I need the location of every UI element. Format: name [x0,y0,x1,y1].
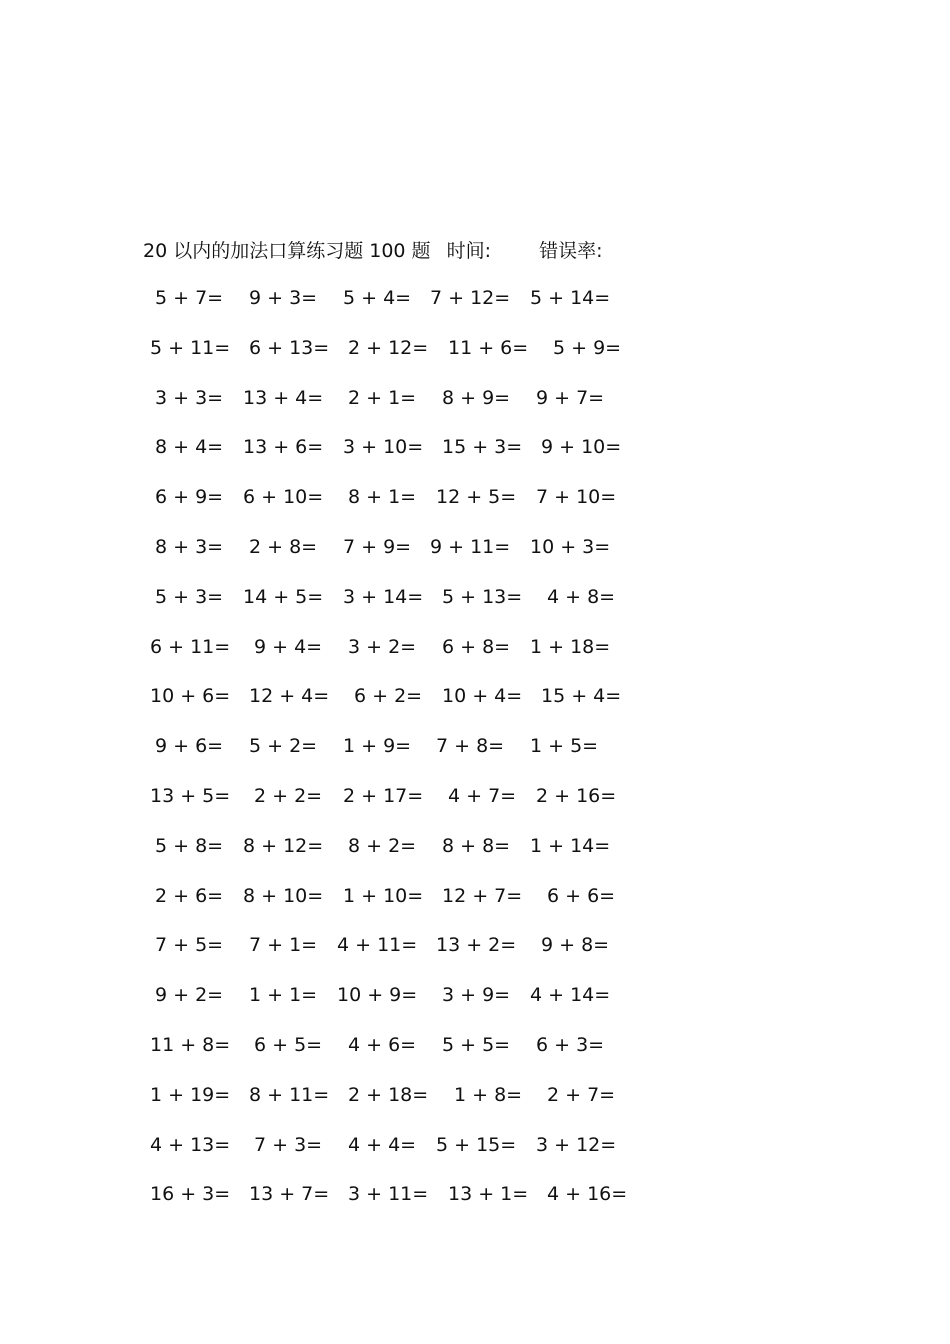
addition-problem: 5 + 5= [442,1033,511,1056]
addition-problem: 5 + 11= [150,336,231,359]
addition-problem: 4 + 8= [547,585,616,608]
addition-problem: 8 + 8= [442,834,511,857]
addition-problem: 9 + 8= [541,934,610,957]
addition-problem: 4 + 7= [448,784,517,807]
addition-problem: 6 + 8= [442,635,511,658]
addition-problem: 7 + 12= [430,287,511,309]
addition-problem: 5 + 7= [155,287,224,309]
addition-problem: 16 + 3= [150,1183,231,1206]
addition-problem: 4 + 16= [547,1183,628,1206]
addition-problem: 8 + 1= [348,486,417,509]
problem-row [0,980,950,1030]
problem-row [0,432,950,482]
problem-row [0,881,950,931]
addition-problem: 2 + 1= [348,386,417,409]
addition-problem: 9 + 11= [430,535,511,558]
addition-problem: 2 + 17= [343,784,424,807]
addition-problem: 5 + 15= [436,1133,517,1156]
addition-problem: 1 + 9= [343,735,412,758]
addition-problem: 2 + 18= [348,1083,429,1106]
worksheet-header [143,236,602,266]
addition-problem: 5 + 9= [553,336,622,359]
problem-row [0,1030,950,1080]
addition-problem: 7 + 1= [249,934,318,957]
addition-problem: 12 + 5= [436,486,517,509]
addition-problem: 6 + 6= [547,884,616,907]
addition-problem: 1 + 5= [530,735,599,758]
addition-problem: 5 + 13= [442,585,523,608]
problem-row [0,283,950,333]
addition-problem: 6 + 2= [354,685,423,708]
addition-problem: 6 + 10= [243,486,324,509]
addition-problem: 2 + 8= [249,535,318,558]
addition-problem: 9 + 10= [541,436,622,459]
problem-row [0,333,950,383]
addition-problem: 9 + 6= [155,735,224,758]
addition-problem: 6 + 9= [155,486,224,509]
addition-problem: 12 + 4= [249,685,330,708]
addition-problem: 1 + 19= [150,1083,231,1106]
problem-row [0,1179,950,1229]
addition-problem: 8 + 11= [249,1083,330,1106]
addition-problem: 5 + 3= [155,585,224,608]
addition-problem: 7 + 10= [536,486,617,509]
addition-problem: 1 + 10= [343,884,424,907]
addition-problem: 8 + 3= [155,535,224,558]
addition-problem: 6 + 5= [254,1033,323,1056]
addition-problem: 11 + 8= [150,1033,231,1056]
addition-problem: 9 + 4= [254,635,323,658]
addition-problem: 6 + 13= [249,336,330,359]
addition-problem: 3 + 9= [442,984,511,1007]
addition-problem: 5 + 14= [530,287,611,309]
addition-problem: 12 + 7= [442,884,523,907]
addition-problem: 3 + 3= [155,386,224,409]
problem-row [0,1130,950,1180]
addition-problem: 3 + 2= [348,635,417,658]
addition-problem: 8 + 9= [442,386,511,409]
addition-problem: 8 + 2= [348,834,417,857]
addition-problem: 4 + 6= [348,1033,417,1056]
addition-problem: 6 + 11= [150,635,231,658]
addition-problem: 15 + 3= [442,436,523,459]
problem-row [0,1080,950,1130]
addition-problem: 2 + 6= [155,884,224,907]
addition-problem: 8 + 12= [243,834,324,857]
time-label: 时间: [446,240,492,262]
problem-row [0,781,950,831]
addition-problem: 1 + 8= [454,1083,523,1106]
problem-row [0,482,950,532]
addition-problem: 10 + 3= [530,535,611,558]
problem-row [0,532,950,582]
problem-row [0,632,950,682]
addition-problem: 6 + 3= [536,1033,605,1056]
addition-problem: 4 + 14= [530,984,611,1007]
error-rate-label: 错误率: [539,240,603,262]
problem-row [0,582,950,632]
addition-problem: 7 + 3= [254,1133,323,1156]
problem-row [0,681,950,731]
problem-row [0,930,950,980]
addition-problem: 4 + 4= [348,1133,417,1156]
problem-row [0,731,950,781]
addition-problem: 5 + 2= [249,735,318,758]
addition-problem: 7 + 5= [155,934,224,957]
addition-problem: 15 + 4= [541,685,622,708]
addition-problem: 8 + 10= [243,884,324,907]
addition-problem: 13 + 5= [150,784,231,807]
addition-problem: 2 + 2= [254,784,323,807]
addition-problem: 7 + 8= [436,735,505,758]
addition-problem: 13 + 2= [436,934,517,957]
addition-problem: 8 + 4= [155,436,224,459]
addition-problem: 5 + 4= [343,287,412,309]
addition-problem: 3 + 14= [343,585,424,608]
addition-problem: 1 + 18= [530,635,611,658]
addition-problem: 5 + 8= [155,834,224,857]
addition-problem: 1 + 14= [530,834,611,857]
addition-problem: 2 + 16= [536,784,617,807]
addition-problem: 2 + 7= [547,1083,616,1106]
addition-problem: 3 + 11= [348,1183,429,1206]
addition-problem: 13 + 7= [249,1183,330,1206]
problem-grid [0,283,950,1229]
addition-problem: 4 + 13= [150,1133,231,1156]
addition-problem: 3 + 10= [343,436,424,459]
worksheet-title: 20 以内的加法口算练习题 100 题 [143,240,431,262]
problem-row [0,831,950,881]
addition-problem: 1 + 1= [249,984,318,1007]
addition-problem: 10 + 9= [337,984,418,1007]
problem-row [0,383,950,433]
addition-problem: 11 + 6= [448,336,529,359]
addition-problem: 7 + 9= [343,535,412,558]
addition-problem: 13 + 6= [243,436,324,459]
addition-problem: 9 + 2= [155,984,224,1007]
addition-problem: 10 + 4= [442,685,523,708]
addition-problem: 14 + 5= [243,585,324,608]
addition-problem: 13 + 4= [243,386,324,409]
addition-problem: 3 + 12= [536,1133,617,1156]
addition-problem: 9 + 7= [536,386,605,409]
addition-problem: 2 + 12= [348,336,429,359]
addition-problem: 13 + 1= [448,1183,529,1206]
addition-problem: 9 + 3= [249,287,318,309]
addition-problem: 4 + 11= [337,934,418,957]
addition-problem: 10 + 6= [150,685,231,708]
